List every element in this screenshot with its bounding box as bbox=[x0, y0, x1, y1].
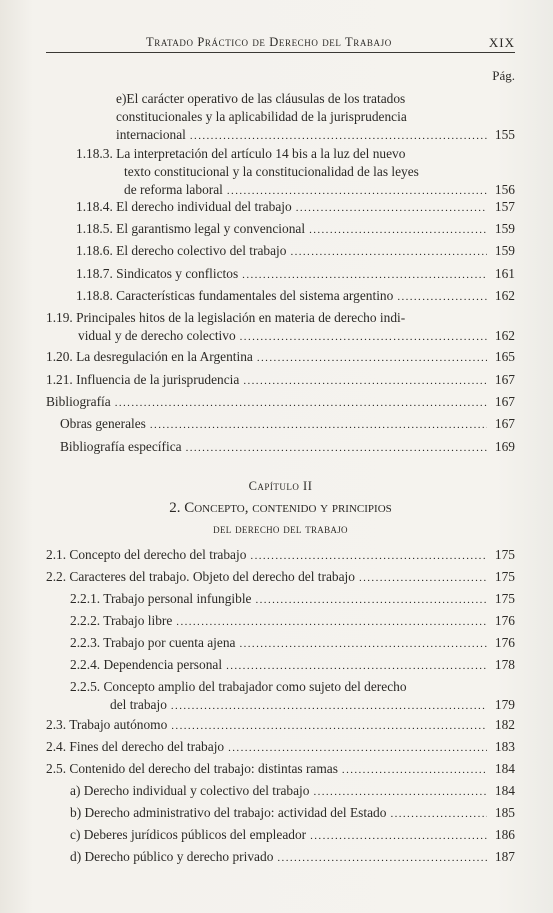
toc-page-number: 162 bbox=[494, 288, 515, 303]
dot-leader bbox=[290, 243, 487, 261]
toc-entry bbox=[46, 145, 515, 200]
toc-entry-title: 2.2.2. Trabajo libre bbox=[70, 613, 173, 628]
toc-page-number: 155 bbox=[494, 127, 515, 142]
toc-entry bbox=[46, 590, 515, 609]
toc-entry-title: de reforma laboral bbox=[124, 182, 223, 197]
toc-entry-title: 1.18.7. Sindicatos y conflictos bbox=[76, 266, 239, 281]
dot-leader bbox=[171, 697, 487, 715]
page-column-label: Pág. bbox=[492, 68, 515, 83]
toc-page-number: 167 bbox=[494, 372, 515, 387]
toc-entry bbox=[46, 848, 515, 867]
toc-page-number: 184 bbox=[494, 761, 515, 776]
toc-page-number: 165 bbox=[494, 349, 515, 364]
toc-page-number: 157 bbox=[494, 199, 515, 214]
dot-leader bbox=[397, 288, 487, 306]
dot-leader bbox=[250, 547, 487, 565]
dot-leader bbox=[277, 849, 487, 867]
header-page-number: XIX bbox=[488, 35, 515, 50]
toc-entry-text: texto constitucional y la constitucionalidad de las leyes bbox=[124, 164, 419, 179]
toc-page-number: 169 bbox=[494, 439, 515, 454]
dot-leader bbox=[257, 349, 487, 367]
toc-entry bbox=[46, 760, 515, 779]
toc-entry-title: b) Derecho administrativo del trabajo: actividad del Estado bbox=[70, 805, 387, 820]
toc-entry-title: Bibliografía bbox=[46, 394, 111, 409]
toc-entry bbox=[46, 738, 515, 757]
toc-page-number: 175 bbox=[494, 569, 515, 584]
toc-entry-title: 2.5. Contenido del derecho del trabajo: distintas ramas bbox=[46, 761, 338, 776]
dot-leader bbox=[243, 372, 487, 390]
chapter-title: 2. Concepto, contenido y principios bbox=[169, 500, 392, 516]
toc-entry-title: 2.1. Concepto del derecho del trabajo bbox=[46, 547, 247, 562]
toc-page-number: 187 bbox=[494, 849, 515, 864]
dot-leader bbox=[342, 761, 487, 779]
toc-entry-text: 1.18.3. La interpretación del artículo 14 bis a la luz del nuevo bbox=[76, 146, 406, 161]
toc-page-number: 183 bbox=[494, 739, 515, 754]
dot-leader bbox=[309, 221, 487, 239]
toc-entry-title: vidual y de derecho colectivo bbox=[78, 328, 236, 343]
toc-page-number: 159 bbox=[494, 221, 515, 236]
chapter-label: Capítulo II bbox=[248, 479, 313, 493]
toc-entry bbox=[46, 656, 515, 675]
toc-page-number: 176 bbox=[494, 613, 515, 628]
toc-entry bbox=[46, 287, 515, 306]
toc-entry-text: constitucionales y la aplicabilidad de la jurisprudencia bbox=[116, 109, 407, 124]
dot-leader bbox=[190, 127, 487, 145]
toc-entry-title: d) Derecho público y derecho privado bbox=[70, 849, 274, 864]
toc-entry-title: Bibliografía específica bbox=[60, 439, 182, 454]
toc-entry-title: internacional bbox=[116, 127, 186, 142]
toc-page-number: 175 bbox=[494, 547, 515, 562]
toc-entry-title: 1.20. La desregulación en la Argentina bbox=[46, 349, 253, 364]
toc-entry-text: 1.19. Principales hitos de la legislación en materia de derecho indi- bbox=[46, 310, 406, 325]
toc-entry-text: 2.2.5. Concepto amplio del trabajador como sujeto del derecho bbox=[70, 679, 407, 694]
dot-leader bbox=[242, 266, 487, 284]
toc-entry bbox=[46, 438, 515, 457]
dot-leader bbox=[240, 328, 487, 346]
toc-entry bbox=[46, 782, 515, 801]
dot-leader bbox=[239, 635, 487, 653]
toc-entry-title: 2.2.1. Trabajo personal infungible bbox=[70, 591, 252, 606]
dot-leader bbox=[171, 717, 487, 735]
toc-page-number: 156 bbox=[494, 182, 515, 197]
dot-leader bbox=[186, 439, 487, 457]
toc-page-number: 167 bbox=[494, 416, 515, 431]
toc-entry bbox=[46, 716, 515, 735]
toc-entry-text: e)El carácter operativo de las cláusulas de los tratados bbox=[116, 91, 406, 106]
toc-page-number: 159 bbox=[494, 243, 515, 258]
toc-page-number: 162 bbox=[494, 328, 515, 343]
toc-entry-title: 1.18.4. El derecho individual del trabajo bbox=[76, 199, 292, 214]
toc-entry-title: 2.3. Trabajo autónomo bbox=[46, 717, 168, 732]
toc-entry-title: 2.4. Fines del derecho del trabajo bbox=[46, 739, 225, 754]
toc-page-number: 176 bbox=[494, 635, 515, 650]
toc-page-number: 179 bbox=[494, 697, 515, 712]
toc-entry-title: 2.2.4. Dependencia personal bbox=[70, 657, 223, 672]
toc-entry-title: 2.2. Caracteres del trabajo. Objeto del derecho del trabajo bbox=[46, 569, 355, 584]
toc-page-number: 184 bbox=[494, 783, 515, 798]
dot-leader bbox=[115, 394, 487, 412]
dot-leader bbox=[226, 657, 487, 675]
dot-leader bbox=[256, 591, 488, 609]
toc-entry bbox=[46, 804, 515, 823]
dot-leader bbox=[313, 783, 487, 801]
toc-entry-title: 1.18.8. Características fundamentales del sistema argentino bbox=[76, 288, 394, 303]
toc-entry bbox=[46, 348, 515, 367]
dot-leader bbox=[390, 805, 487, 823]
toc-entry-title: 2.2.3. Trabajo por cuenta ajena bbox=[70, 635, 236, 650]
toc-entry bbox=[46, 220, 515, 239]
toc-entry bbox=[46, 265, 515, 284]
toc-entry-title: 1.21. Influencia de la jurisprudencia bbox=[46, 372, 240, 387]
dot-leader bbox=[176, 613, 487, 631]
toc-page-number: 167 bbox=[494, 394, 515, 409]
toc-page-number: 186 bbox=[494, 827, 515, 842]
toc-page-number: 175 bbox=[494, 591, 515, 606]
toc-entry bbox=[46, 309, 515, 346]
toc-entry bbox=[46, 634, 515, 653]
dot-leader bbox=[228, 739, 487, 757]
toc-entry bbox=[46, 568, 515, 587]
dot-leader bbox=[359, 569, 487, 587]
toc-page-number: 178 bbox=[494, 657, 515, 672]
toc-entry bbox=[46, 198, 515, 217]
toc-entry bbox=[46, 371, 515, 390]
toc-entry-title: a) Derecho individual y colectivo del trabajo bbox=[70, 783, 310, 798]
dot-leader bbox=[296, 199, 487, 217]
toc-entry-title: del trabajo bbox=[110, 697, 167, 712]
toc-entry bbox=[46, 415, 515, 434]
toc-entry bbox=[46, 393, 515, 412]
chapter-subtitle: del derecho del trabajo bbox=[213, 521, 348, 536]
toc-page-number: 161 bbox=[494, 266, 515, 281]
toc-entry bbox=[46, 242, 515, 261]
dot-leader bbox=[310, 827, 487, 845]
toc-entry bbox=[46, 612, 515, 631]
toc-entry bbox=[46, 678, 515, 715]
toc-page-number: 185 bbox=[494, 805, 515, 820]
toc-entry bbox=[46, 826, 515, 845]
toc-entry bbox=[46, 90, 515, 145]
toc-entry-title: c) Deberes jurídicos públicos del empleador bbox=[70, 827, 307, 842]
toc-entry-title: 1.18.5. El garantismo legal y convencional bbox=[76, 221, 306, 236]
running-header bbox=[46, 34, 515, 53]
toc-page-number: 182 bbox=[494, 717, 515, 732]
toc-entry-title: Obras generales bbox=[60, 416, 146, 431]
header-title: Tratado Práctico de Derecho del Trabajo bbox=[146, 35, 392, 49]
toc-entry-title: 1.18.6. El derecho colectivo del trabajo bbox=[76, 243, 287, 258]
toc-entry bbox=[46, 546, 515, 565]
dot-leader bbox=[150, 416, 487, 434]
